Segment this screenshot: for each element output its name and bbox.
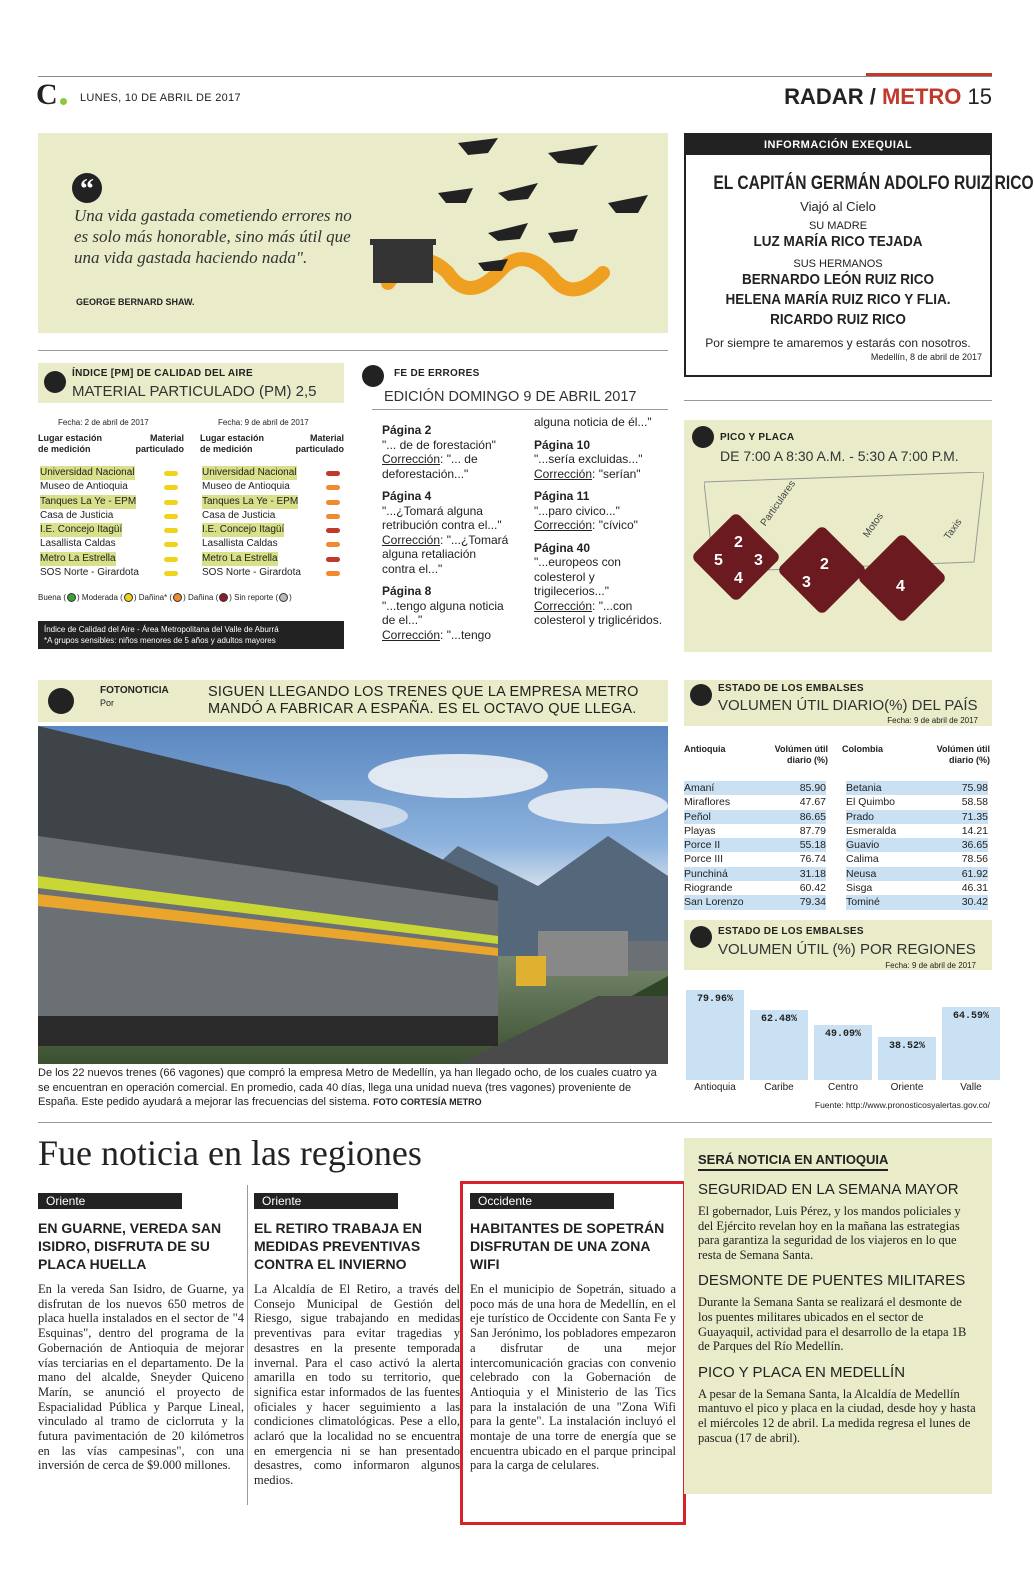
regions-heading: Fue noticia en las regiones bbox=[38, 1133, 422, 1173]
reservoir-value: 55.18 bbox=[799, 839, 826, 852]
station-name: Tanques La Ye - EPM bbox=[40, 495, 136, 509]
air-quality-table-1 bbox=[40, 466, 178, 580]
pm-level-indicator bbox=[326, 485, 340, 490]
reservoir-name: Tominé bbox=[846, 896, 880, 909]
regions-date: Fecha: 9 de abril de 2017 bbox=[885, 961, 976, 970]
station-row bbox=[40, 566, 178, 580]
issue-date: LUNES, 10 DE ABRIL DE 2017 bbox=[80, 92, 241, 104]
legend-dot bbox=[67, 593, 76, 602]
errata-correction: Corrección: "cívico" bbox=[534, 518, 638, 532]
errata-text: alguna noticia de él..." bbox=[534, 415, 652, 429]
station-row bbox=[40, 537, 178, 551]
reservoir-row bbox=[846, 852, 988, 866]
reservoir-name: Calima bbox=[846, 853, 879, 866]
reservoir-value: 30.42 bbox=[961, 896, 988, 909]
reservoirs-date: Fecha: 9 de abril de 2017 bbox=[887, 716, 978, 725]
reservoir-row bbox=[684, 838, 826, 852]
errata-page: Página 10 bbox=[534, 437, 591, 452]
station-name: SOS Norte - Girardota bbox=[40, 567, 139, 579]
newspaper-logo: C bbox=[36, 78, 58, 111]
photo-credit: FOTO CORTESÍA METRO bbox=[373, 1097, 482, 1107]
reservoir-row bbox=[846, 810, 988, 824]
corrections-column-1 bbox=[382, 415, 512, 642]
plate-digit: 3 bbox=[754, 552, 763, 569]
train-photo-illustration bbox=[38, 726, 668, 1064]
page-number: 15 bbox=[967, 84, 992, 109]
errata-text: "... de de forestación" bbox=[382, 437, 496, 452]
station-name: I.E. Concejo Itagüí bbox=[202, 523, 284, 537]
regions-title: ESTADO DE LOS EMBALSES bbox=[718, 926, 864, 937]
article-body: La Alcaldía de El Retiro, a través del Consejo Municipal de Gestión del Riesgo, sigue trabajando en medidas preventivas para evitar tragedias y desastres en la presente temporada invernal. Para el caso activó la alerta amarilla en todo su territorio, que significa estar informados de las fuentes oficiales y hacer seguimiento a las condiciones climatológicas. Pese a ello, aclaró que la localidad no se encuentra en emergencia ni se han presentado desastres, como informaron algunos medios. bbox=[254, 1282, 460, 1488]
column-header: Antioquia bbox=[684, 744, 726, 754]
station-row bbox=[40, 495, 178, 509]
reservoir-name: Esmeralda bbox=[846, 824, 897, 837]
section-name: RADAR bbox=[784, 84, 864, 109]
air-quality-icon bbox=[44, 371, 66, 393]
pm-level-indicator bbox=[326, 514, 340, 519]
reservoir-name: Betania bbox=[846, 782, 882, 794]
reservoir-value: 85.90 bbox=[799, 782, 826, 794]
station-name: SOS Norte - Girardota bbox=[202, 567, 301, 579]
reservoir-value: 46.31 bbox=[961, 882, 988, 895]
legend-label: Sin reporte bbox=[234, 593, 274, 602]
motos-label: Motos bbox=[861, 511, 886, 540]
flying-figures-illustration bbox=[348, 133, 668, 333]
water-icon bbox=[690, 684, 712, 706]
column-header: Volúmen útil diario (%) bbox=[936, 744, 990, 765]
legend-label: Dañina bbox=[187, 593, 214, 602]
column-header: Material particulado bbox=[135, 433, 184, 454]
errata-text: "...paro civico..." bbox=[534, 503, 620, 518]
reservoir-value: 61.92 bbox=[961, 867, 988, 880]
errata-correction: Corrección: "...¿Tomará alguna retaliación contra el..." bbox=[382, 532, 509, 576]
reservoir-row bbox=[846, 867, 988, 881]
reservoir-row bbox=[684, 867, 826, 881]
legend-label: Moderada bbox=[81, 593, 118, 602]
station-name: Metro La Estrella bbox=[40, 552, 116, 566]
photo-news-by: Por bbox=[100, 698, 115, 708]
station-row bbox=[40, 523, 178, 537]
errata-page: Página 4 bbox=[382, 489, 432, 503]
air-quality-table-2 bbox=[202, 466, 340, 580]
errata-page: Página 11 bbox=[534, 489, 590, 503]
plate-digit: 3 bbox=[802, 574, 811, 591]
photo-caption bbox=[38, 1066, 668, 1110]
station-name: I.E. Concejo Itagüí bbox=[40, 523, 122, 537]
siblings-label: SUS HERMANOS bbox=[793, 258, 883, 270]
reservoir-row bbox=[846, 781, 988, 795]
reservoirs-table-antioquia bbox=[684, 781, 826, 910]
obituary-name: EL CAPITÁN GERMÁN ADOLFO RUIZ RICO bbox=[713, 173, 1034, 194]
region-bar-value: 62.48% bbox=[760, 1013, 797, 1025]
logo-dot-icon bbox=[60, 98, 67, 105]
article-title: HABITANTES DE SOPETRÁN DISFRUTAN DE UNA ZONA WIFI bbox=[470, 1220, 665, 1272]
station-name: Casa de Justicia bbox=[40, 509, 114, 521]
station-row bbox=[40, 480, 178, 494]
reservoir-value: 75.98 bbox=[961, 782, 988, 794]
upcoming-news-text: A pesar de la Semana Santa, la Alcaldía de Medellín mantuvo el pico y placa en la ciudad, desde hoy y hasta el miércoles 12 de abril. La medida regresa el lunes de pascua (17 de abril). bbox=[698, 1386, 976, 1445]
region-bar-value: 64.59% bbox=[952, 1011, 989, 1023]
errata-page: Página 8 bbox=[382, 584, 432, 598]
station-row bbox=[202, 523, 340, 537]
station-row bbox=[202, 566, 340, 580]
upcoming-news-text: El gobernador, Luis Pérez, y los mandos policiales y del Ejército revelan hoy en la mañana las estrategias para garantiza la seguridad de los viajeros en lo que resta de Semana Santa. bbox=[698, 1204, 961, 1262]
errata-text: "...tengo alguna noticia de el..." bbox=[382, 598, 504, 627]
air-quality-title: ÍNDICE [PM] DE CALIDAD DEL AIRE bbox=[72, 368, 253, 379]
reservoir-row bbox=[684, 895, 826, 909]
reservoir-row bbox=[846, 881, 988, 895]
corrections-title: FE DE ERRORES bbox=[394, 368, 480, 379]
reservoir-row bbox=[846, 838, 988, 852]
reservoir-name: San Lorenzo bbox=[684, 896, 744, 909]
upcoming-news-title: SERÁ NOTICIA EN ANTIOQUIA bbox=[698, 1152, 888, 1171]
reservoir-name: Guavio bbox=[846, 839, 880, 852]
pico-hours: DE 7:00 A 8:30 A.M. - 5:30 A 7:00 P.M. bbox=[720, 448, 959, 464]
reservoir-name: Riogrande bbox=[684, 882, 733, 895]
air-quality-subtitle: MATERIAL PARTICULADO (PM) 2,5 bbox=[72, 383, 317, 400]
article-title: EL RETIRO TRABAJA EN MEDIDAS PREVENTIVAS CONTRA EL INVIERNO bbox=[254, 1220, 423, 1272]
errata-correction: Corrección: "... de deforestación..." bbox=[382, 452, 478, 481]
reservoir-row bbox=[684, 852, 826, 866]
section-header: RADAR / METRO 15 bbox=[784, 84, 992, 109]
station-row bbox=[40, 466, 178, 480]
section-divider bbox=[38, 1122, 992, 1123]
header-rule bbox=[38, 76, 992, 77]
reservoir-value: 47.67 bbox=[799, 796, 826, 809]
particulares-label: Particulares bbox=[758, 478, 799, 529]
station-name: Lasallista Caldas bbox=[202, 538, 278, 550]
station-row bbox=[202, 509, 340, 523]
photo-news-banner bbox=[38, 680, 668, 722]
sibling-name: RICARDO RUIZ RICO bbox=[770, 311, 906, 328]
reservoir-name: Porce II bbox=[684, 839, 721, 852]
plate-digit: 4 bbox=[896, 578, 905, 595]
corrections-column-2 bbox=[534, 415, 664, 628]
errata-correction: Corrección: "...tengo bbox=[382, 627, 491, 642]
reservoir-name: Peñol bbox=[684, 810, 711, 823]
column-header: Colombia bbox=[842, 744, 884, 754]
reservoir-row bbox=[846, 795, 988, 809]
reservoir-name: Miraflores bbox=[684, 796, 731, 809]
station-name: Tanques La Ye - EPM bbox=[202, 495, 298, 509]
region-bar-value: 79.96% bbox=[696, 994, 733, 1006]
reservoir-value: 86.65 bbox=[799, 810, 826, 823]
reservoir-value: 71.35 bbox=[961, 810, 988, 823]
errata-page: Página 40 bbox=[534, 540, 591, 555]
station-row bbox=[40, 552, 178, 566]
legend-label: Dañina* bbox=[138, 593, 168, 602]
reservoir-value: 58.58 bbox=[961, 796, 988, 809]
reservoir-name: Punchiná bbox=[684, 867, 728, 880]
footnote-line: *A grupos sensibles: niños menores de 5 años y adultos mayores bbox=[44, 636, 276, 645]
errata-text: "...europeos con colesterol y trigilecerios..." bbox=[534, 555, 621, 598]
station-row bbox=[202, 552, 340, 566]
quote-box bbox=[38, 133, 668, 333]
caption-text: De los 22 nuevos trenes (66 vagones) que compró la empresa Metro de Medellín, ya han llegado ocho, de los cuales cuatro ya se encuentran en operación comercial. En promedio, cada 40 días, llega una unidad nueva (tres vagones) proveniente de España. Este pedido ayudará a mejorar las frecuencias del sistema. bbox=[38, 1067, 657, 1108]
station-name: Lasallista Caldas bbox=[40, 538, 116, 550]
station-row bbox=[202, 466, 340, 480]
reservoir-name: Neusa bbox=[846, 867, 877, 880]
photo-news-headline: SIGUEN LLEGANDO LOS TRENES QUE LA EMPRESA METRO MANDÓ A FABRICAR A ESPAÑA. ES EL OCTAVO QUE LLEGA. bbox=[208, 684, 639, 717]
section-divider bbox=[38, 350, 668, 351]
plate-digit: 2 bbox=[820, 556, 829, 573]
column-header: Material particulado bbox=[295, 433, 344, 454]
column-header: Lugar estación de medición bbox=[200, 433, 265, 454]
pm-level-indicator bbox=[164, 528, 178, 533]
column-header: Volúmen útil diario (%) bbox=[774, 744, 828, 765]
pico-title: PICO Y PLACA bbox=[720, 432, 795, 443]
legend-dot bbox=[219, 593, 228, 602]
sibling-name: BERNARDO LEÓN RUIZ RICO bbox=[741, 271, 935, 288]
subsection-name: METRO bbox=[881, 84, 962, 109]
plate-digit: 5 bbox=[714, 552, 723, 569]
reservoir-row bbox=[684, 781, 826, 795]
station-name: Museo de Antioquia bbox=[202, 481, 290, 493]
reservoir-row bbox=[684, 881, 826, 895]
pm-level-indicator bbox=[326, 557, 340, 562]
photo-news-label: FOTONOTICIA bbox=[100, 685, 169, 696]
reservoir-name: Playas bbox=[684, 824, 716, 837]
reservoir-value: 60.42 bbox=[799, 882, 826, 895]
column-divider bbox=[247, 1185, 248, 1505]
pm-level-indicator bbox=[326, 571, 340, 576]
station-name: Universidad Nacional bbox=[202, 466, 297, 480]
regions-chart-panel bbox=[684, 920, 992, 1116]
reservoirs-panel bbox=[684, 680, 992, 912]
region-bar-value: 49.09% bbox=[824, 1028, 861, 1040]
corrections-panel bbox=[362, 363, 668, 653]
pm-level-indicator bbox=[326, 528, 340, 533]
corrections-subtitle: EDICIÓN DOMINGO 9 DE ABRIL 2017 bbox=[384, 389, 637, 405]
article-body: En el municipio de Sopetrán, situado a poco más de una hora de Medellín, en el eje turístico de Occidente con Santa Fe y San Jerónimo, los pobladores empezaron a disfrutar de una mejor intercomunicación gracias con convenio celebrado con la Gobernación de Antioquia y el Ministerio de las Tics para la instalación de una "Zona Wifi para la gente". La instalación incluyó el montaje de una torre de energía que se encuentra ubicado en el parque principal para la carga de celulares. bbox=[470, 1282, 676, 1473]
reservoir-value: 36.65 bbox=[961, 839, 988, 852]
errata-page: Página 2 bbox=[382, 423, 432, 437]
legend-label: Buena bbox=[38, 593, 62, 602]
station-name: Universidad Nacional bbox=[40, 466, 135, 480]
upcoming-news-headline: DESMONTE DE PUENTES MILITARES bbox=[698, 1272, 966, 1290]
region-bar-value: 38.52% bbox=[888, 1040, 925, 1052]
article-body: En la vereda San Isidro, de Guarne, ya disfrutan de los nuevos 650 metros de placa huella instalados en el sector de "4 Esquinas", dentro del programa de la Gobernación de Antioquia de mejorar vías terciarias en el departamento. De la mano del alcalde, Sneyder Quiceno Marín, se anunció el proyecto de Espacialidad Pública y Parque Lineal, vinculado al tramo de ciclorruta y la futura pavimentación de 20 kilómetros en las vías campesinas", con una inversión de cerca de $9.000 millones. bbox=[38, 1282, 244, 1473]
regions-subtitle: VOLUMEN ÚTIL (%) POR REGIONES bbox=[718, 941, 976, 958]
region-bar-label: Oriente bbox=[890, 1082, 924, 1093]
station-row bbox=[202, 495, 340, 509]
station-row bbox=[40, 509, 178, 523]
quote-mark-icon: “ bbox=[72, 173, 102, 203]
reservoir-value: 78.56 bbox=[961, 853, 988, 866]
pm-level-indicator bbox=[326, 542, 340, 547]
reservoir-name: Sisga bbox=[846, 882, 873, 895]
upcoming-news-headline: PICO Y PLACA EN MEDELLÍN bbox=[698, 1363, 906, 1381]
pm-level-indicator bbox=[164, 485, 178, 490]
taxis-label: Taxis bbox=[942, 517, 965, 542]
errata-text: "...¿Tomará alguna retribución contra el..." bbox=[382, 503, 502, 532]
reservoirs-subtitle: VOLUMEN ÚTIL DIARIO(%) DEL PAÍS bbox=[718, 697, 978, 714]
highlight-box bbox=[460, 1181, 686, 1525]
car-icon bbox=[692, 426, 714, 448]
reservoir-name: Prado bbox=[846, 810, 875, 823]
pm-level-indicator bbox=[164, 500, 178, 505]
reservoir-value: 14.21 bbox=[961, 824, 988, 837]
pm-level-indicator bbox=[164, 571, 178, 576]
air-quality-date: Fecha: 2 de abril de 2017 bbox=[58, 418, 149, 427]
region-bar-label: Caribe bbox=[764, 1082, 794, 1093]
quote-text: Una vida gastada cometiendo errores no es solo más honorable, sino más útil que una vida gastada haciendo nada". bbox=[74, 206, 352, 267]
errata-correction: Corrección: "...con colesterol y triglicéridos. bbox=[534, 598, 663, 627]
obituary-date: Medellín, 8 de abril de 2017 bbox=[870, 352, 982, 362]
reservoir-value: 76.74 bbox=[799, 853, 826, 866]
camera-icon bbox=[48, 688, 74, 714]
pm-level-indicator bbox=[164, 557, 178, 562]
obituary-line: Viajó al Cielo bbox=[800, 199, 876, 214]
plate-digit: 2 bbox=[734, 534, 743, 551]
section-divider bbox=[684, 400, 992, 401]
mother-name: LUZ MARÍA RICO TEJADA bbox=[753, 233, 923, 250]
pico-y-placa-panel bbox=[684, 420, 992, 652]
water-icon bbox=[690, 926, 712, 948]
errata-text: "...sería excluidas..." bbox=[534, 452, 643, 466]
station-name: Museo de Antioquia bbox=[40, 481, 128, 493]
legend-dot bbox=[173, 593, 182, 602]
station-name: Metro La Estrella bbox=[202, 552, 278, 566]
region-tag: Oriente bbox=[254, 1193, 398, 1209]
region-bar-label: Centro bbox=[827, 1082, 858, 1093]
article-title: EN GUARNE, VEREDA SAN ISIDRO, DISFRUTA DE SU PLACA HUELLA bbox=[38, 1220, 222, 1272]
reservoirs-table-colombia bbox=[846, 781, 988, 910]
reservoir-row bbox=[846, 824, 988, 838]
sibling-name: HELENA MARÍA RUIZ RICO Y FLIA. bbox=[725, 291, 951, 308]
pm-level-indicator bbox=[164, 542, 178, 547]
station-row bbox=[202, 480, 340, 494]
reservoir-name: Amaní bbox=[684, 782, 715, 794]
upcoming-news-headline: SEGURIDAD EN LA SEMANA MAYOR bbox=[698, 1181, 959, 1198]
column-header: Lugar estación de medición bbox=[38, 433, 103, 454]
reservoir-name: El Quimbo bbox=[846, 796, 896, 809]
air-quality-panel bbox=[38, 363, 344, 653]
pm-level-indicator bbox=[326, 500, 340, 505]
station-name: Casa de Justicia bbox=[202, 509, 276, 521]
pm-level-indicator bbox=[326, 471, 340, 476]
legend-dot bbox=[279, 593, 288, 602]
station-row bbox=[202, 537, 340, 551]
reservoir-row bbox=[684, 810, 826, 824]
upcoming-news-text: Durante la Semana Santa se realizará el desmonte de los puentes militares ubicados en el sector de Guayaquil, actividad para el desarrollo de la etapa 1B de Parques del Río Medellín. bbox=[698, 1295, 967, 1354]
region-bar-label: Valle bbox=[960, 1082, 982, 1093]
obituary-header: INFORMACIÓN EXEQUIAL bbox=[686, 135, 990, 155]
errata-correction: Corrección: "serían" bbox=[534, 466, 641, 481]
reservoirs-title: ESTADO DE LOS EMBALSES bbox=[718, 683, 864, 694]
reservoir-value: 87.79 bbox=[799, 824, 826, 837]
region-bar-label: Antioquia bbox=[694, 1082, 736, 1093]
quote-author: GEORGE BERNARD SHAW. bbox=[76, 297, 195, 307]
plate-digit: 4 bbox=[734, 570, 743, 587]
air-quality-footnote bbox=[38, 621, 344, 649]
region-tag: Oriente bbox=[38, 1193, 182, 1209]
upcoming-news-panel bbox=[684, 1138, 992, 1494]
reservoir-value: 31.18 bbox=[799, 867, 826, 880]
reservoir-name: Porce III bbox=[684, 853, 724, 866]
legend-dot bbox=[124, 593, 133, 602]
reservoir-row bbox=[684, 824, 826, 838]
section-divider bbox=[372, 409, 668, 410]
reservoir-row bbox=[846, 895, 988, 909]
footnote-line: Índice de Calidad del Aire - Área Metropolitana del Valle de Aburrá bbox=[44, 625, 279, 634]
pm-level-indicator bbox=[164, 471, 178, 476]
reservoir-value: 79.34 bbox=[799, 896, 826, 909]
pm-level-indicator bbox=[164, 514, 178, 519]
regions-source: Fuente: http://www.pronosticosyalertas.gov.co/ bbox=[814, 1100, 990, 1110]
region-tag: Occidente bbox=[470, 1193, 614, 1209]
air-quality-date: Fecha: 9 de abril de 2017 bbox=[218, 418, 309, 427]
train-photo bbox=[38, 726, 668, 1064]
mother-label: SU MADRE bbox=[808, 220, 868, 232]
obituary-box bbox=[684, 133, 1034, 377]
reservoir-row bbox=[684, 795, 826, 809]
air-quality-legend: Buena ( ) Moderada ( ) Dañina* ( ) Dañina ( ) Sin reporte ( ) bbox=[38, 593, 292, 602]
obituary-farewell: Por siempre te amaremos y estarás con nosotros. bbox=[705, 336, 971, 350]
corrections-icon bbox=[362, 365, 384, 387]
